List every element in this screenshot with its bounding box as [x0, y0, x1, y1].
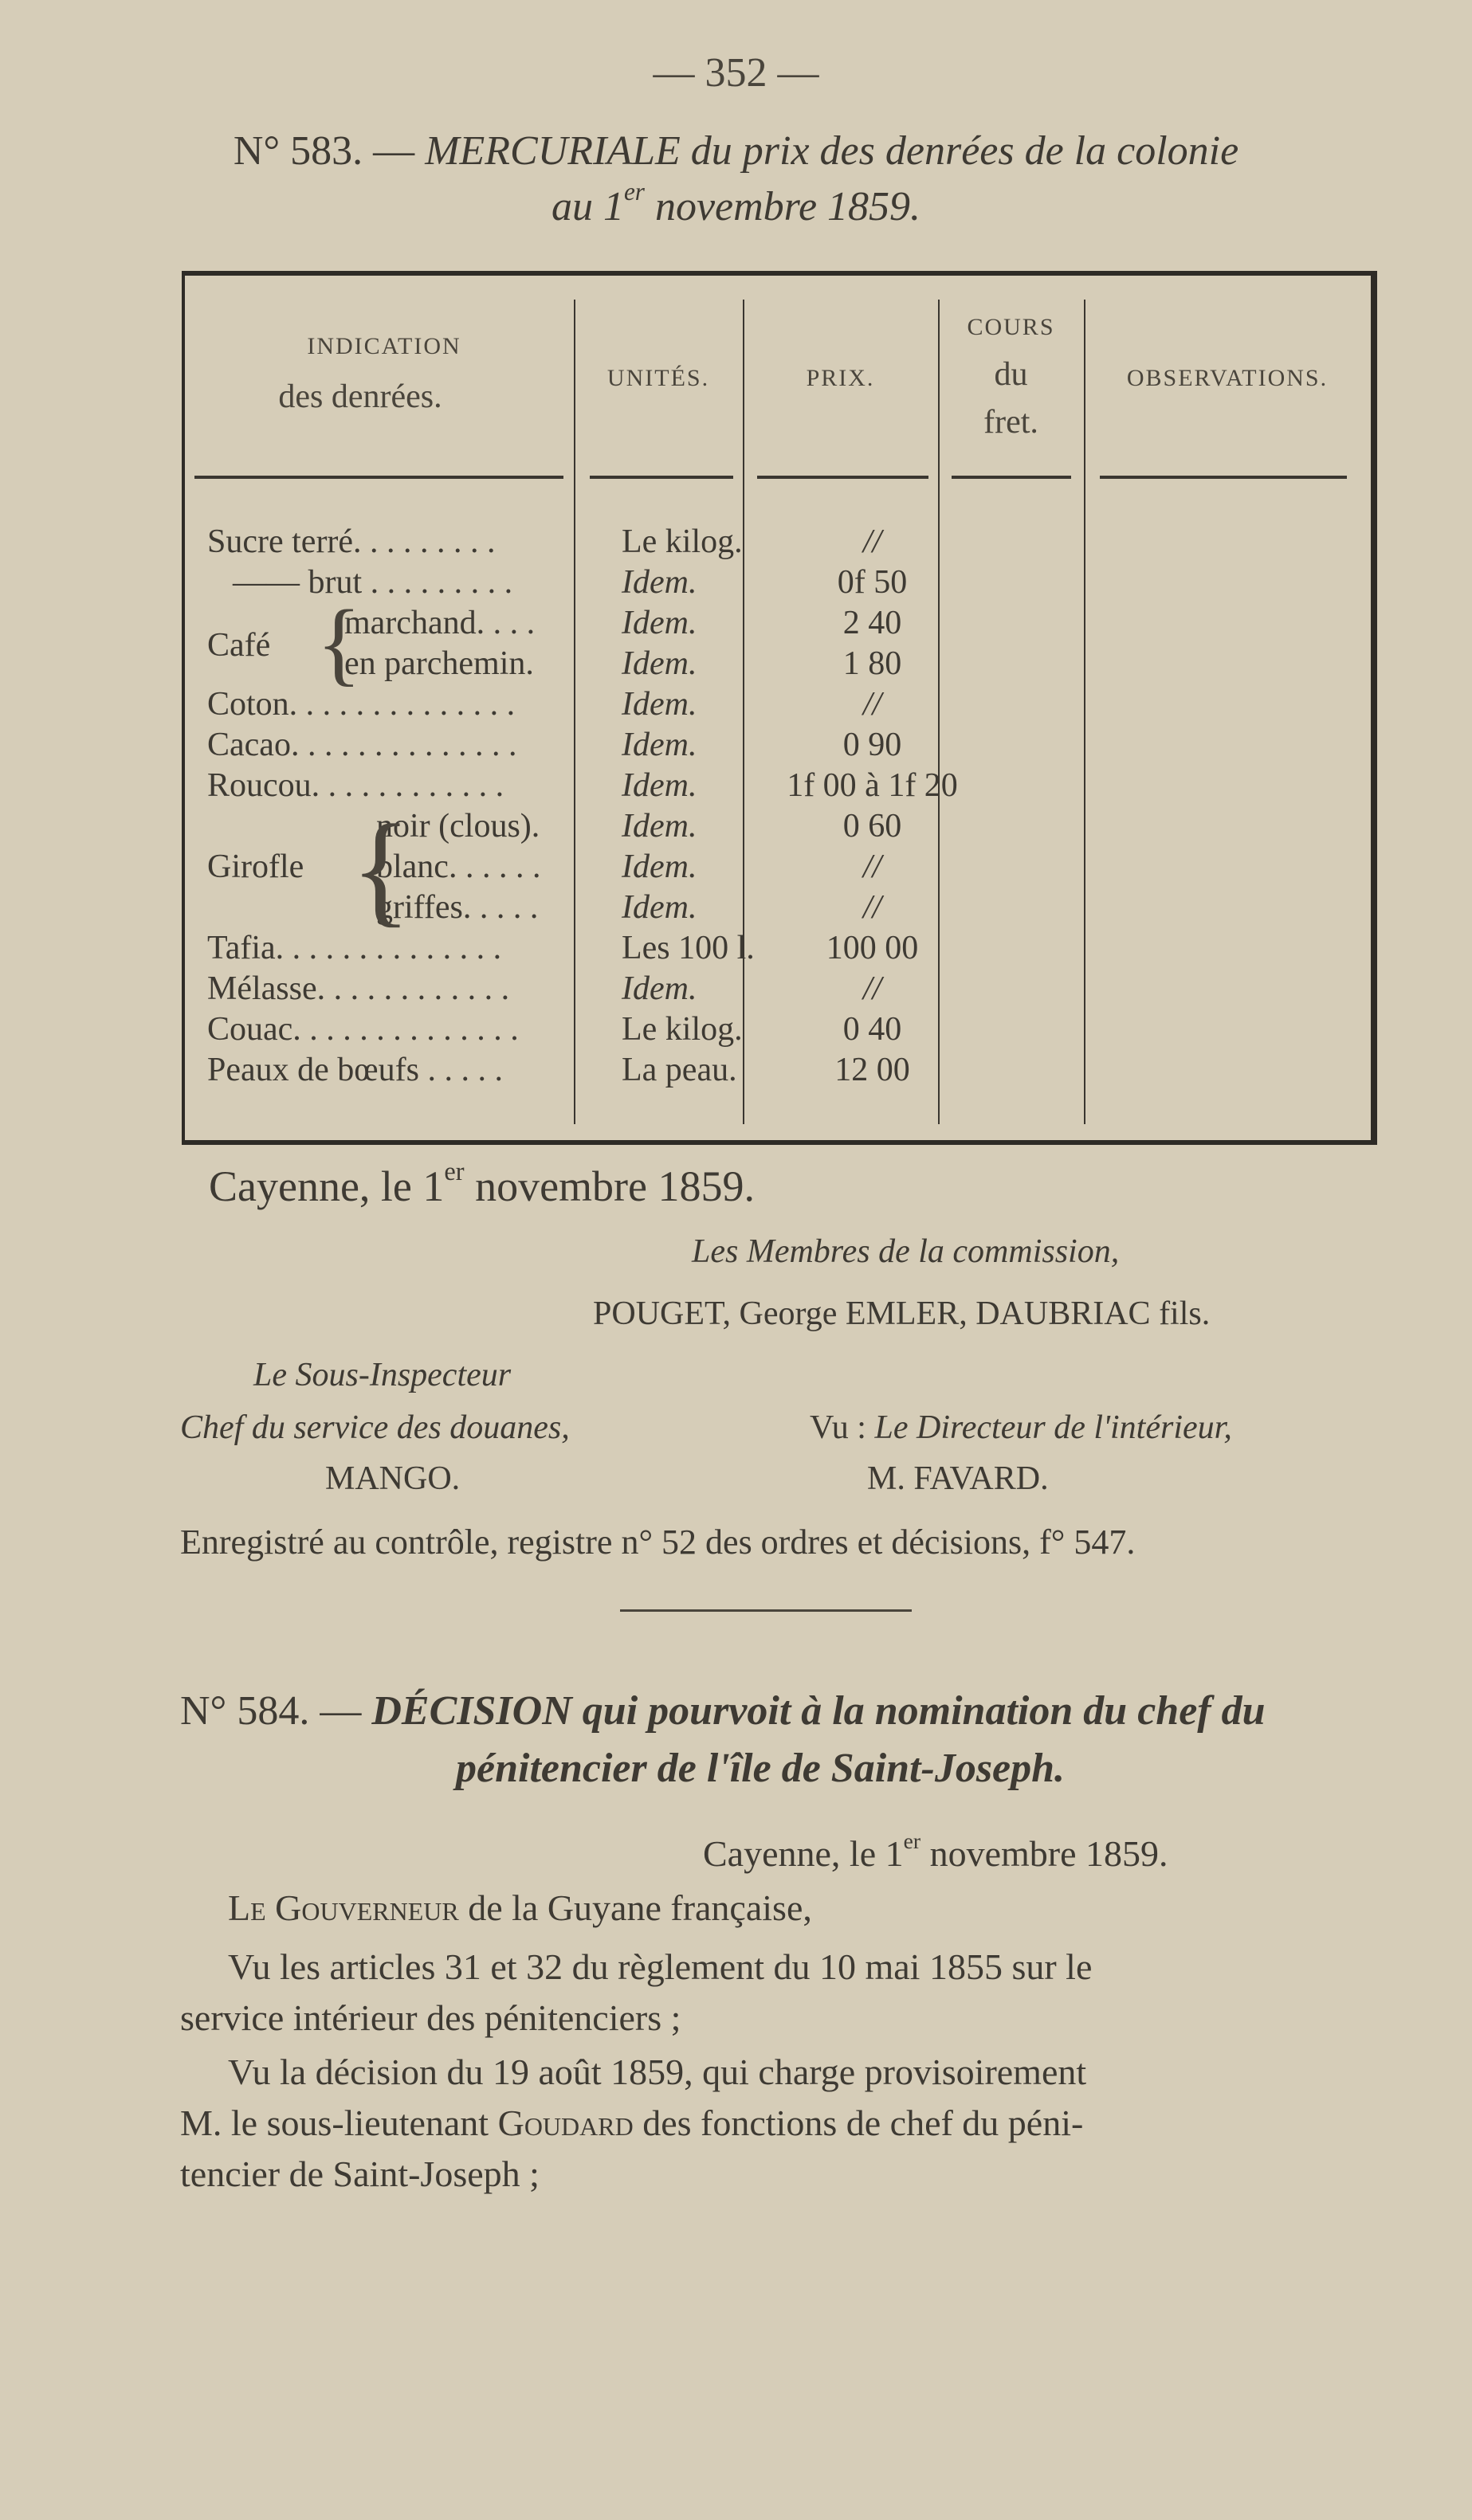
decision-heading-line-1 — [180, 1687, 1266, 1734]
heading-date-suffix: novembre 1859. — [644, 184, 921, 229]
decision-title: DÉCISION qui pourvoit à la nomination du chef du — [371, 1688, 1266, 1734]
sous-inspecteur-name: MANGO. — [325, 1460, 461, 1497]
header-rule — [757, 476, 928, 479]
price-table — [182, 271, 1377, 1145]
row-unit: Idem. — [622, 889, 697, 926]
heading-line-2 — [0, 178, 1472, 230]
decision-date-suffix: novembre 1859. — [920, 1833, 1168, 1874]
heading-date-sup: er — [623, 178, 645, 206]
heading-line-1 — [0, 127, 1472, 174]
row-denree: griffes. . . . . — [376, 889, 539, 926]
row-unit: Idem. — [622, 645, 697, 682]
row-unit: Idem. — [622, 848, 697, 885]
para3-text-a: M. le sous-lieutenant — [180, 2103, 498, 2143]
row-denree: marchand. . . . — [344, 605, 536, 641]
decision-para-3-line-2 — [180, 2102, 1083, 2144]
row-unit: Le kilog. — [622, 523, 743, 560]
decision-para-3-line-3: tencier de Saint-Joseph ; — [180, 2154, 540, 2194]
row-price: // — [862, 889, 882, 926]
decision-para-1 — [228, 1887, 812, 1929]
row-price: 0 40 — [842, 1011, 902, 1048]
row-denree: Couac. . . . . . . . . . . . . . — [207, 1011, 519, 1048]
brace-icon: { — [316, 590, 362, 695]
row-denree: Cacao. . . . . . . . . . . . . . — [207, 727, 517, 763]
heading-number: N° 583. — — [233, 128, 415, 174]
separator-rule — [620, 1609, 912, 1612]
row-denree: noir (clous). — [376, 808, 540, 845]
row-price: 12 00 — [834, 1052, 910, 1088]
group-label-girofle: Girofle — [207, 848, 304, 885]
row-unit: Idem. — [622, 970, 697, 1007]
place-date-suffix: novembre 1859. — [464, 1162, 755, 1210]
col-header-cours-fret: fret. — [983, 404, 1038, 441]
vu-name: M. FAVARD. — [867, 1460, 1049, 1497]
col-header-indication: INDICATION — [307, 333, 461, 359]
row-price: 0f 50 — [837, 564, 908, 601]
vu-prefix: Vu : — [810, 1409, 875, 1446]
col-header-indication-sub: des denrées. — [278, 378, 442, 415]
row-denree: Sucre terré. . . . . . . . . — [207, 523, 496, 560]
gouverneur-label: Le Gouverneur — [228, 1887, 459, 1928]
row-price: // — [862, 523, 882, 560]
row-unit: Idem. — [622, 564, 697, 601]
row-price: 0 90 — [842, 727, 902, 763]
table-row — [185, 523, 1371, 562]
commission-names: POUGET, George EMLER, DAUBRIAC fils. — [593, 1295, 1211, 1332]
enregistrement: Enregistré au contrôle, registre n° 52 des ordres et décisions, f° 547. — [180, 1523, 1136, 1562]
row-price: 1 80 — [842, 645, 902, 682]
decision-para-2-line-2: service intérieur des pénitenciers ; — [180, 1997, 681, 2038]
header-rule — [194, 476, 563, 479]
row-denree: blanc. . . . . . — [376, 848, 541, 885]
sous-inspecteur-title: Le Sous-Inspecteur — [253, 1357, 512, 1393]
heading-date-prefix: au 1 — [551, 184, 624, 229]
para3-text-b: des fonctions de chef du péni- — [633, 2103, 1084, 2143]
row-denree: Mélasse. . . . . . . . . . . . — [207, 970, 510, 1007]
row-denree: Tafia. . . . . . . . . . . . . . — [207, 930, 502, 966]
place-date-prefix: Cayenne, le 1 — [209, 1162, 445, 1210]
header-rule — [1100, 476, 1347, 479]
row-unit: Le kilog. — [622, 1011, 743, 1048]
decision-para-2-line-1: Vu les articles 31 et 32 du règlement du 10 mai 1855 sur le — [228, 1946, 1093, 1987]
row-unit: Les 100 l. — [622, 930, 755, 966]
heading-title: MERCURIALE du prix des denrées de la colonie — [425, 128, 1239, 174]
col-header-prix: PRIX. — [806, 365, 875, 391]
table-row — [185, 970, 1371, 1009]
decision-para-3-line-1: Vu la décision du 19 août 1859, qui charge provisoirement — [228, 2052, 1087, 2092]
row-price: // — [862, 970, 882, 1007]
header-rule — [590, 476, 733, 479]
row-price: // — [862, 848, 882, 885]
vu-title: Le Directeur de l'intérieur, — [874, 1409, 1232, 1446]
row-price: 1f 00 à 1f 20 — [787, 767, 958, 804]
row-denree: Roucou. . . . . . . . . . . . — [207, 767, 504, 804]
sous-inspecteur-function: Chef du service des douanes, — [180, 1409, 570, 1446]
row-unit: Idem. — [622, 808, 697, 845]
page-number: — 352 — — [653, 50, 819, 96]
row-denree: Peaux de bœufs . . . . . — [207, 1052, 503, 1088]
col-header-cours-du: du — [994, 356, 1028, 393]
table-row — [185, 604, 1371, 644]
col-header-observations: OBSERVATIONS. — [1126, 365, 1329, 391]
vu-directeur — [810, 1409, 1232, 1447]
row-unit: Idem. — [622, 727, 697, 763]
row-denree: Coton. . . . . . . . . . . . . . — [207, 686, 516, 723]
group-label-cafe: Café — [207, 627, 271, 664]
row-unit: Idem. — [622, 686, 697, 723]
table-row — [185, 563, 1371, 603]
col-header-cours: COURS — [967, 314, 1055, 340]
row-price: 100 00 — [826, 930, 919, 966]
row-denree: en parchemin. — [344, 645, 534, 682]
row-price: 0 60 — [842, 808, 902, 845]
table-row — [185, 685, 1371, 725]
decision-heading-line-2: pénitencier de l'île de Saint-Joseph. — [456, 1746, 1066, 1791]
row-unit: Idem. — [622, 767, 697, 804]
row-denree: —— brut . . . . . . . . . — [233, 564, 513, 601]
row-unit: La peau. — [622, 1052, 737, 1088]
commission-label: Les Membres de la commission, — [692, 1233, 1120, 1270]
table-row — [185, 929, 1371, 969]
decision-date-prefix: Cayenne, le 1 — [703, 1833, 904, 1874]
row-price: // — [862, 686, 882, 723]
decision-date — [703, 1828, 1168, 1875]
table-row — [185, 645, 1371, 684]
row-price: 2 40 — [842, 605, 902, 641]
place-date-sup: er — [444, 1158, 465, 1187]
row-unit: Idem. — [622, 605, 697, 641]
header-rule — [952, 476, 1071, 479]
table-row — [185, 1010, 1371, 1050]
col-header-unites: UNITÉS. — [606, 365, 710, 391]
goudard-name: Goudard — [497, 2103, 634, 2143]
place-date — [209, 1158, 755, 1211]
brace-icon: { — [351, 799, 411, 939]
table-row — [185, 1051, 1371, 1091]
decision-number: N° 584. — — [180, 1688, 362, 1734]
table-row — [185, 726, 1371, 766]
decision-date-sup: er — [903, 1828, 921, 1853]
para1-rest: de la Guyane française, — [458, 1887, 812, 1928]
